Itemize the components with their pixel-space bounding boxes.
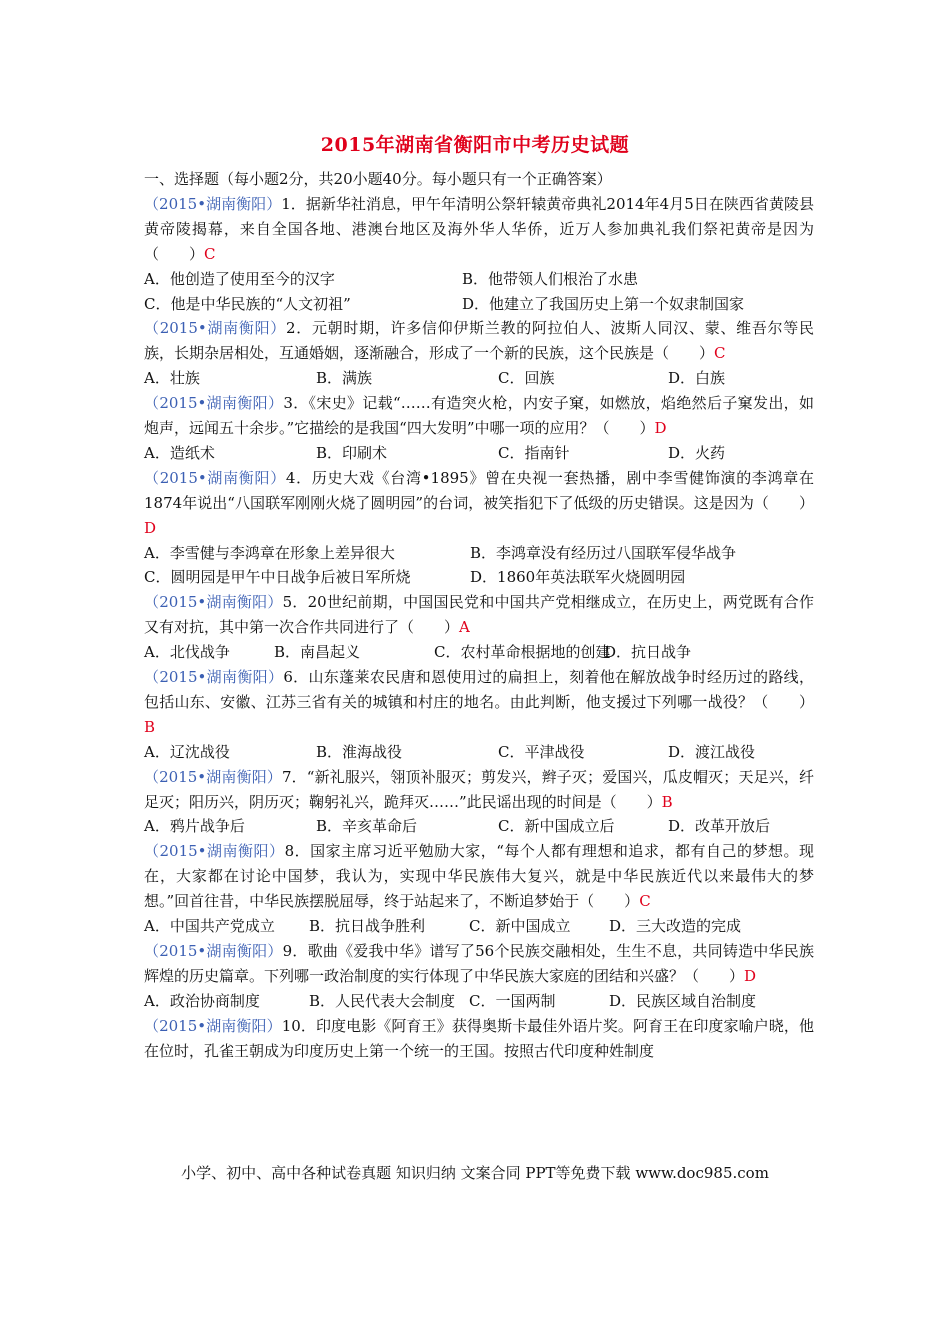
option-d: D．改革开放后 xyxy=(668,817,771,836)
question-stem: 10．印度电影《阿育王》获得奥斯卡最佳外语片奖。阿育王在印度家喻户晓，他在位时，孔雀王朝成为印度历史上第一个统一的王国。按照古代印度种姓制度 xyxy=(144,1016,814,1060)
question-source: （2015•湖南衡阳） xyxy=(144,767,282,786)
option-a: A．辽沈战役 xyxy=(144,742,230,761)
question-source: （2015•湖南衡阳） xyxy=(144,842,285,861)
question-3 xyxy=(144,391,814,441)
option-c: C．一国两制 xyxy=(469,991,556,1010)
question-answer: D xyxy=(744,966,757,985)
exam-content xyxy=(144,167,814,1063)
question-stem: 1．据新华社消息，甲午年清明公祭轩辕黄帝典礼2014年4月5日在陕西省黄陵县黄帝陵揭幕，来自全国各地、港澳台地区及海外华人华侨，近万人参加典礼我们祭祀黄帝是因为（ ） xyxy=(144,194,815,263)
question-source: （2015•湖南衡阳） xyxy=(144,668,284,686)
option-b: B．淮海战役 xyxy=(316,742,403,761)
option-c: C．新中国成立 xyxy=(469,917,571,936)
question-answer: D xyxy=(654,419,667,437)
question-answer: D xyxy=(144,518,157,537)
page-footer: 小学、初中、高中各种试卷真题 知识归纳 文案合同 PPT等免费下载 www.doc985.com xyxy=(181,1164,769,1182)
option-a: A．造纸术 xyxy=(144,443,215,462)
question-answer: B xyxy=(661,792,673,811)
question-5 xyxy=(144,590,814,640)
option-c: C．回族 xyxy=(498,369,555,388)
question-answer: C xyxy=(639,892,651,911)
option-b: B．南昌起义 xyxy=(274,643,361,662)
question-8 xyxy=(144,839,814,914)
question-9 xyxy=(144,939,814,989)
option-b: B．人民代表大会制度 xyxy=(309,991,456,1010)
question-stem: 8．国家主席习近平勉励大家，“每个人都有理想和追求，都有自己的梦想。现在，大家都在讨论中国梦，我认为，实现中华民族伟大复兴，就是中华民族近代以来最伟大的梦想。”回首往昔，中华民族摆脱屈辱，终于站起来了，不断追梦始于（ ） xyxy=(144,842,815,911)
question-stem: 4．历史大戏《台湾•1895》曾在央视一套热播，剧中李雪健饰演的李鸿章在1874年说出“八国联军刚刚火烧了圆明园”的台词，被笑指犯下了低级的历史错误。这是因为（ ） xyxy=(144,468,814,512)
options-row xyxy=(144,989,814,1014)
option-b: B．李鸿章没有经历过八国联军侵华战争 xyxy=(470,543,737,562)
option-d: D．白族 xyxy=(668,369,726,388)
options-row xyxy=(144,914,814,939)
question-stem: 9．歌曲《爱我中华》谱写了56个民族交融相处，生生不息，共同铸造中华民族辉煌的历史篇章。下列哪一政治制度的实行体现了中华民族大家庭的团结和兴盛？（ ） xyxy=(144,941,814,985)
option-a: A．政治协商制度 xyxy=(144,991,260,1010)
options-row xyxy=(144,292,814,317)
option-c: C．他是中华民族的“人文初祖” xyxy=(144,294,351,313)
options-row xyxy=(144,740,814,765)
question-source: （2015•湖南衡阳） xyxy=(144,593,283,612)
question-source: （2015•湖南衡阳） xyxy=(144,394,284,413)
option-b: B．辛亥革命后 xyxy=(316,817,418,836)
question-source: （2015•湖南衡阳） xyxy=(144,941,283,960)
options-row xyxy=(144,565,814,590)
option-d: D．他建立了我国历史上第一个奴隶制国家 xyxy=(462,294,745,313)
option-b: B．满族 xyxy=(316,369,373,388)
question-answer: A xyxy=(459,618,470,637)
section-header: 一、选择题（每小题2分，共20小题40分。每小题只有一个正确答案） xyxy=(144,170,612,188)
option-a: A．北伐战争 xyxy=(144,643,230,662)
question-source: （2015•湖南衡阳） xyxy=(144,319,286,338)
question-answer: C xyxy=(204,244,216,263)
question-6 xyxy=(144,665,814,740)
question-stem: 7．“新礼服兴，翎顶补服灭；剪发兴，辫子灭；爱国兴，瓜皮帽灭；天足兴，纤足灭；阳历兴，阴历灭；鞠躬礼兴，跪拜灭……”此民谣出现的时间是（ ） xyxy=(144,767,814,811)
question-4 xyxy=(144,466,814,541)
option-c: C．平津战役 xyxy=(498,742,585,761)
option-d: D．1860年英法联军火烧圆明园 xyxy=(470,568,686,587)
options-row xyxy=(144,541,814,566)
option-b: B．印刷术 xyxy=(316,443,388,462)
option-d: D．民族区域自治制度 xyxy=(609,991,757,1010)
question-1 xyxy=(144,192,814,267)
option-d: D．三大改造的完成 xyxy=(609,917,742,936)
options-row xyxy=(144,814,814,839)
question-answer: C xyxy=(714,344,726,363)
option-c: C．农村革命根据地的创建 xyxy=(434,643,611,662)
options-row xyxy=(144,640,814,665)
option-a: A．他创造了使用至今的汉字 xyxy=(144,269,335,288)
options-row xyxy=(144,441,814,466)
option-d: D．抗日战争 xyxy=(604,643,692,662)
options-row xyxy=(144,366,814,391)
options-row xyxy=(144,267,814,292)
option-b: B．他带领人们根治了水患 xyxy=(462,269,639,288)
option-c: C．新中国成立后 xyxy=(498,817,615,836)
question-answer: B xyxy=(144,717,156,736)
question-stem: 6．山东蓬莱农民唐和恩使用过的扁担上，刻着他在解放战争时经历过的路线，包括山东、安徽、江苏三省有关的城镇和村庄的地名。由此判断，他支援过下列哪一战役？（ ） xyxy=(144,668,814,711)
question-10 xyxy=(144,1014,814,1064)
question-stem: 2．元朝时期，许多信仰伊斯兰教的阿拉伯人、波斯人同汉、蒙、维吾尔等民族，长期杂居相处，互通婚姻，逐渐融合，形成了一个新的民族，这个民族是（ ） xyxy=(144,319,814,363)
option-c: C．圆明园是甲午中日战争后被日军所烧 xyxy=(144,568,411,587)
option-a: A．中国共产党成立 xyxy=(144,917,275,936)
page-title: 2015年湖南省衡阳市中考历史试题 xyxy=(320,134,630,156)
option-d: D．火药 xyxy=(668,443,726,462)
option-a: A．壮族 xyxy=(144,369,200,388)
question-2 xyxy=(144,316,814,366)
option-a: A．李雪健与李鸿章在形象上差异很大 xyxy=(144,543,395,562)
option-a: A．鸦片战争后 xyxy=(144,817,245,836)
question-source: （2015•湖南衡阳） xyxy=(144,1016,282,1035)
option-d: D．渡江战役 xyxy=(668,742,756,761)
question-source: （2015•湖南衡阳） xyxy=(144,194,282,213)
option-c: C．指南针 xyxy=(498,443,570,462)
option-b: B．抗日战争胜利 xyxy=(309,917,426,936)
question-stem: 3．《宋史》记载“……有造突火枪，内安子窠，如燃放，焰绝然后子窠发出，如炮声，远闻五十余步。”它描绘的是我国“四大发明”中哪一项的应用？（ ） xyxy=(144,394,814,437)
question-stem: 5．20世纪前期，中国国民党和中国共产党相继成立，在历史上，两党既有合作又有对抗，其中第一次合作共同进行了（ ） xyxy=(144,593,814,637)
question-7 xyxy=(144,765,814,815)
question-source: （2015•湖南衡阳） xyxy=(144,468,286,487)
